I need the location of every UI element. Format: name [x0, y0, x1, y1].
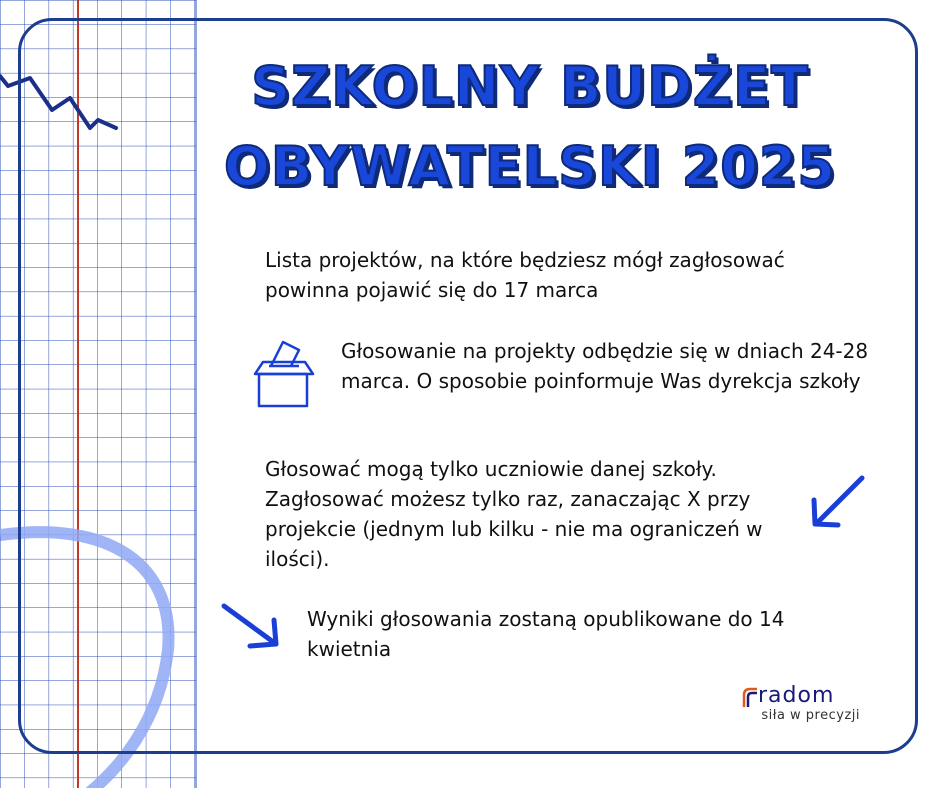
who-can-vote-text: Głosować mogą tylko uczniowie danej szkoły. Zagłosować możesz tylko raz, zanaczając X przy projekcie (jednym lub kilku - nie ma ograniczeń w ilości). — [265, 457, 763, 571]
ballot-box-icon — [253, 340, 315, 410]
arrow-down-left-icon — [808, 474, 868, 530]
voting-dates-text: Głosowanie na projekty odbędzie się w dniach 24-28 marca. O sposobie poinformuje Was dyrekcja szkoły — [341, 339, 869, 393]
logo-wordmark: radom — [758, 683, 835, 708]
results-text: Wyniki głosowania zostaną opublikowane do 14 kwietnia — [307, 607, 785, 661]
logo-mark-icon — [742, 687, 758, 709]
arrow-down-right-icon — [218, 600, 284, 652]
logo-tagline: siła w precyzji — [761, 708, 860, 723]
title-line-2: OBYWATELSKI 2025 — [223, 135, 836, 198]
radom-logo — [742, 683, 862, 727]
list-info-text: Lista projektów, na które będziesz mógł zagłosować powinna pojawić się do 17 marca — [265, 248, 785, 302]
title-line-1: SZKOLNY BUDŻET — [251, 55, 809, 118]
